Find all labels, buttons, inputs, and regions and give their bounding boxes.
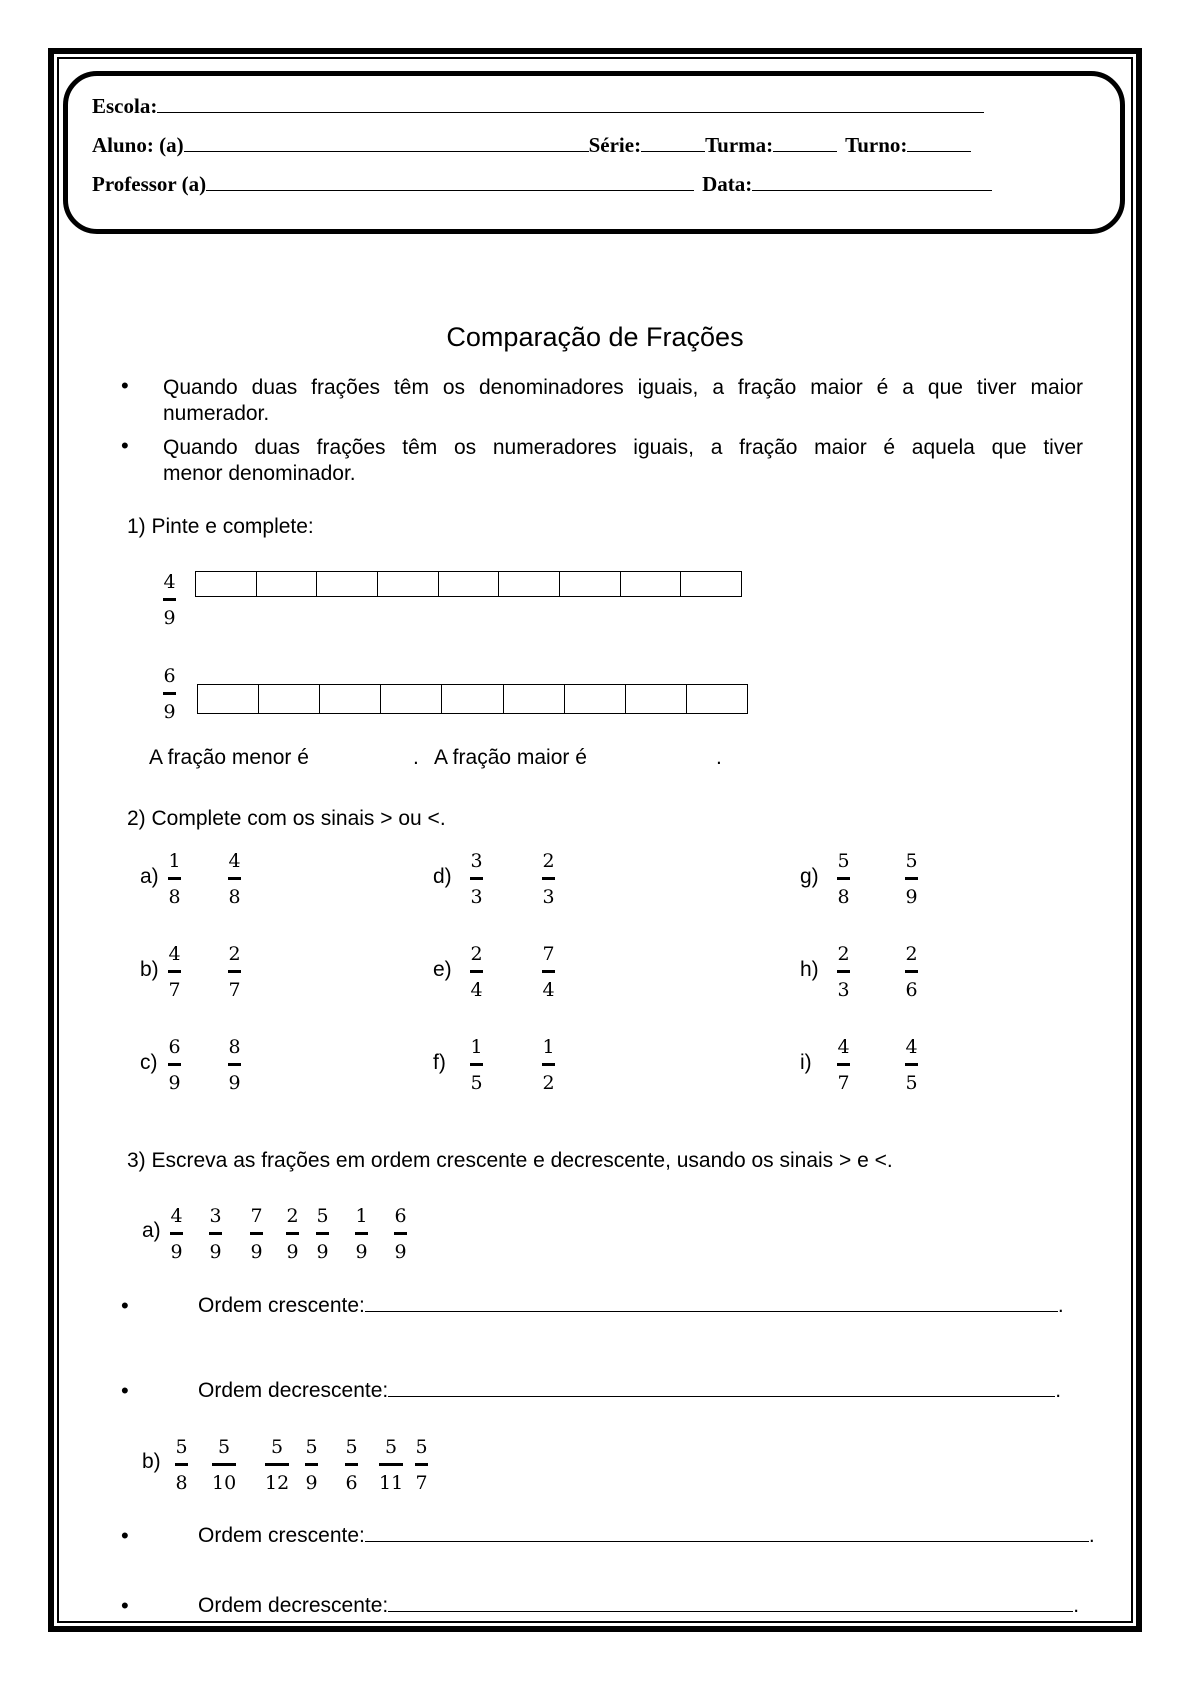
fraction-bar <box>228 877 241 880</box>
denominator: 9 <box>163 701 176 723</box>
paint-cell[interactable] <box>626 685 687 713</box>
fraction-bar <box>170 1232 183 1235</box>
fraction <box>905 850 918 908</box>
rule-1-line1: Quando duas frações têm os denominadores iguais, a fração maior é a que tiver maior <box>163 376 1083 399</box>
class-field[interactable] <box>773 133 837 152</box>
fraction-bar <box>168 1063 181 1066</box>
fraction-bar <box>228 970 241 973</box>
paint-cell[interactable] <box>439 572 500 596</box>
paint-cell[interactable] <box>381 685 442 713</box>
rule-1 <box>163 373 1083 429</box>
paint-cell[interactable] <box>259 685 320 713</box>
student-label: Aluno: (a) <box>92 133 184 157</box>
fraction-bar <box>470 970 483 973</box>
numerator: 2 <box>837 943 850 965</box>
fraction <box>470 943 483 1001</box>
paint-cell[interactable] <box>560 572 621 596</box>
denominator: 9 <box>170 1241 183 1263</box>
numerator: 2 <box>286 1205 299 1227</box>
fraction <box>542 943 555 1001</box>
fraction-bar <box>355 1232 368 1235</box>
q3b-label: b) <box>142 1450 161 1473</box>
fraction <box>168 1036 181 1094</box>
numerator: 7 <box>250 1205 263 1227</box>
fraction-bar <box>542 1063 555 1066</box>
student-field[interactable] <box>184 133 589 152</box>
denominator: 9 <box>168 1072 181 1094</box>
fraction <box>265 1436 289 1494</box>
numerator: 2 <box>542 850 555 872</box>
denominator: 9 <box>209 1241 222 1263</box>
q3a-ascending-field[interactable] <box>365 1293 1058 1312</box>
q3a-descending-label: Ordem decrescente: <box>198 1379 389 1402</box>
student-row <box>92 133 971 158</box>
q2-prompt: 2) Complete com os sinais > ou <. <box>127 807 446 830</box>
denominator: 9 <box>163 607 176 629</box>
numerator: 5 <box>305 1436 318 1458</box>
fraction <box>212 1436 236 1494</box>
q1-answer-larger: A fração maior é <box>434 746 587 769</box>
numerator: 4 <box>170 1205 183 1227</box>
denominator: 5 <box>905 1072 918 1094</box>
fraction <box>542 1036 555 1094</box>
numerator: 4 <box>905 1036 918 1058</box>
fraction-bar <box>905 1063 918 1066</box>
q1-answer-smaller: A fração menor é <box>149 746 309 769</box>
rule-2-line2: menor denominador. <box>163 462 356 485</box>
numerator: 6 <box>394 1205 407 1227</box>
class-label: Turma: <box>705 133 774 157</box>
header-box <box>63 71 1125 234</box>
bullet-icon: • <box>121 1523 129 1548</box>
numerator: 6 <box>168 1036 181 1058</box>
fraction <box>837 1036 850 1094</box>
numerator: 5 <box>218 1436 231 1458</box>
q3b-ascending-row <box>198 1523 1095 1548</box>
fraction-bar <box>470 1063 483 1066</box>
numerator: 6 <box>163 665 176 687</box>
fraction <box>542 850 555 908</box>
numerator: 5 <box>415 1436 428 1458</box>
numerator: 5 <box>316 1205 329 1227</box>
denominator: 7 <box>415 1472 428 1494</box>
fraction-bar <box>316 1232 329 1235</box>
fraction <box>837 943 850 1001</box>
fraction-bar <box>163 692 176 695</box>
denominator: 10 <box>212 1472 237 1494</box>
fraction <box>286 1205 299 1263</box>
item-label: f) <box>433 1051 446 1074</box>
numerator: 2 <box>905 943 918 965</box>
fraction <box>250 1205 263 1263</box>
fraction <box>345 1436 358 1494</box>
fraction-bar <box>212 1463 236 1466</box>
teacher-label: Professor (a) <box>92 172 207 196</box>
q1-fraction-1 <box>163 571 176 629</box>
fraction-bar <box>286 1232 299 1235</box>
date-field[interactable] <box>752 172 992 191</box>
fraction <box>394 1205 407 1263</box>
denominator: 4 <box>470 979 483 1001</box>
denominator: 9 <box>250 1241 263 1263</box>
shift-field[interactable] <box>907 133 971 152</box>
q3b-ascending-field[interactable] <box>365 1523 1089 1542</box>
bullet-icon: • <box>121 1293 129 1318</box>
denominator: 5 <box>470 1072 483 1094</box>
denominator: 3 <box>837 979 850 1001</box>
q3a-ascending-row <box>198 1293 1064 1318</box>
q3-prompt: 3) Escreva as frações em ordem crescente e decrescente, usando os sinais > e <. <box>127 1149 893 1172</box>
numerator: 5 <box>345 1436 358 1458</box>
item-label: c) <box>140 1051 158 1074</box>
numerator: 3 <box>470 850 483 872</box>
fraction-bar <box>379 1463 403 1466</box>
q3b-ascending-label: Ordem crescente: <box>198 1524 365 1547</box>
fraction <box>228 943 241 1001</box>
rule-1-line2: numerador. <box>163 402 270 425</box>
grade-label: Série: <box>588 133 642 157</box>
q1-prompt: 1) Pinte e complete: <box>127 515 314 538</box>
paint-cell[interactable] <box>621 572 682 596</box>
denominator: 6 <box>905 979 918 1001</box>
numerator: 4 <box>168 943 181 965</box>
q1-fraction-2 <box>163 665 176 723</box>
fraction-bar <box>394 1232 407 1235</box>
numerator: 4 <box>228 850 241 872</box>
fraction-bar <box>905 970 918 973</box>
numerator: 4 <box>837 1036 850 1058</box>
item-label: d) <box>433 865 452 888</box>
fraction-bar <box>905 877 918 880</box>
fraction <box>175 1436 188 1494</box>
fraction-bar <box>265 1463 289 1466</box>
fraction <box>209 1205 222 1263</box>
denominator: 9 <box>394 1241 407 1263</box>
paint-cell[interactable] <box>681 572 741 596</box>
item-label: e) <box>433 958 452 981</box>
fraction <box>316 1205 329 1263</box>
denominator: 4 <box>542 979 555 1001</box>
denominator: 7 <box>228 979 241 1001</box>
fraction-bar <box>163 598 176 601</box>
numerator: 1 <box>542 1036 555 1058</box>
denominator: 6 <box>345 1472 358 1494</box>
numerator: 5 <box>175 1436 188 1458</box>
fraction <box>470 850 483 908</box>
period: . <box>1057 1294 1064 1317</box>
numerator: 2 <box>470 943 483 965</box>
item-label: h) <box>800 958 819 981</box>
denominator: 8 <box>228 886 241 908</box>
denominator: 7 <box>837 1072 850 1094</box>
item-label: i) <box>800 1051 812 1074</box>
denominator: 9 <box>228 1072 241 1094</box>
rule-2 <box>163 433 1083 489</box>
teacher-field[interactable] <box>206 172 694 191</box>
denominator: 8 <box>168 886 181 908</box>
fraction <box>837 850 850 908</box>
q1-paint-grid-2 <box>197 684 748 714</box>
q3a-label: a) <box>142 1219 161 1242</box>
period: . <box>1055 1379 1062 1402</box>
fraction-bar <box>542 877 555 880</box>
numerator: 1 <box>470 1036 483 1058</box>
denominator: 8 <box>175 1472 188 1494</box>
denominator: 2 <box>542 1072 555 1094</box>
denominator: 9 <box>286 1241 299 1263</box>
q3a-descending-field[interactable] <box>388 1378 1055 1397</box>
numerator: 5 <box>905 850 918 872</box>
fraction <box>170 1205 183 1263</box>
bullet-icon: • <box>121 373 129 398</box>
fraction <box>905 943 918 1001</box>
rule-2-line1: Quando duas frações têm os numeradores iguais, a fração maior é aquela que tiver <box>163 436 1083 459</box>
denominator: 9 <box>905 886 918 908</box>
fraction <box>379 1436 403 1494</box>
paint-cell[interactable] <box>196 572 257 596</box>
paint-cell[interactable] <box>442 685 503 713</box>
paint-cell[interactable] <box>198 685 259 713</box>
numerator: 2 <box>228 943 241 965</box>
fraction <box>415 1436 428 1494</box>
fraction-bar <box>345 1463 358 1466</box>
school-label: Escola: <box>92 94 158 118</box>
numerator: 4 <box>163 571 176 593</box>
numerator: 1 <box>168 850 181 872</box>
paint-cell[interactable] <box>499 572 560 596</box>
fraction-bar <box>209 1232 222 1235</box>
paint-cell[interactable] <box>257 572 318 596</box>
page-title: Comparação de Frações <box>446 322 744 352</box>
fraction <box>905 1036 918 1094</box>
teacher-row <box>92 172 992 197</box>
fraction-bar <box>168 877 181 880</box>
denominator: 12 <box>265 1472 290 1494</box>
fraction-bar <box>470 877 483 880</box>
numerator: 5 <box>385 1436 398 1458</box>
denominator: 3 <box>542 886 555 908</box>
q1-paint-grid-1 <box>195 571 742 597</box>
fraction-bar <box>305 1463 318 1466</box>
numerator: 8 <box>228 1036 241 1058</box>
item-label: g) <box>800 865 819 888</box>
numerator: 3 <box>209 1205 222 1227</box>
bullet-icon: • <box>121 1378 129 1403</box>
fraction <box>168 943 181 1001</box>
numerator: 7 <box>542 943 555 965</box>
q3a-ascending-label: Ordem crescente: <box>198 1294 365 1317</box>
q3b-descending-row <box>198 1593 1079 1618</box>
denominator: 3 <box>470 886 483 908</box>
period: . <box>1073 1594 1080 1617</box>
q1-answer-dot-2: . <box>716 746 722 769</box>
fraction-bar <box>168 970 181 973</box>
denominator: 11 <box>379 1472 404 1494</box>
fraction <box>470 1036 483 1094</box>
q3a-descending-row <box>198 1378 1061 1403</box>
denominator: 9 <box>355 1241 368 1263</box>
item-label: a) <box>140 865 159 888</box>
item-label: b) <box>140 958 159 981</box>
paint-cell[interactable] <box>687 685 747 713</box>
fraction-bar <box>837 877 850 880</box>
fraction <box>228 850 241 908</box>
bullet-icon: • <box>121 433 129 458</box>
fraction-bar <box>415 1463 428 1466</box>
bullet-icon: • <box>121 1593 129 1618</box>
fraction-bar <box>175 1463 188 1466</box>
paint-cell[interactable] <box>565 685 626 713</box>
numerator: 5 <box>271 1436 284 1458</box>
paint-cell[interactable] <box>504 685 565 713</box>
q3b-descending-label: Ordem decrescente: <box>198 1594 389 1617</box>
fraction <box>168 850 181 908</box>
shift-label: Turno: <box>845 133 908 157</box>
school-field[interactable] <box>157 94 984 113</box>
fraction-bar <box>837 970 850 973</box>
numerator: 1 <box>355 1205 368 1227</box>
fraction-bar <box>250 1232 263 1235</box>
period: . <box>1088 1524 1095 1547</box>
paint-cell[interactable] <box>320 685 381 713</box>
fraction <box>305 1436 318 1494</box>
grade-field[interactable] <box>641 133 705 152</box>
numerator: 5 <box>837 850 850 872</box>
denominator: 8 <box>837 886 850 908</box>
denominator: 9 <box>305 1472 318 1494</box>
fraction <box>355 1205 368 1263</box>
denominator: 7 <box>168 979 181 1001</box>
q1-answer-dot-1: . <box>413 746 419 769</box>
q3b-descending-field[interactable] <box>388 1593 1073 1612</box>
denominator: 9 <box>316 1241 329 1263</box>
fraction <box>228 1036 241 1094</box>
paint-cell[interactable] <box>378 572 439 596</box>
school-row <box>92 94 984 119</box>
paint-cell[interactable] <box>317 572 378 596</box>
fraction-bar <box>542 970 555 973</box>
fraction-bar <box>837 1063 850 1066</box>
date-label: Data: <box>702 172 753 196</box>
fraction-bar <box>228 1063 241 1066</box>
